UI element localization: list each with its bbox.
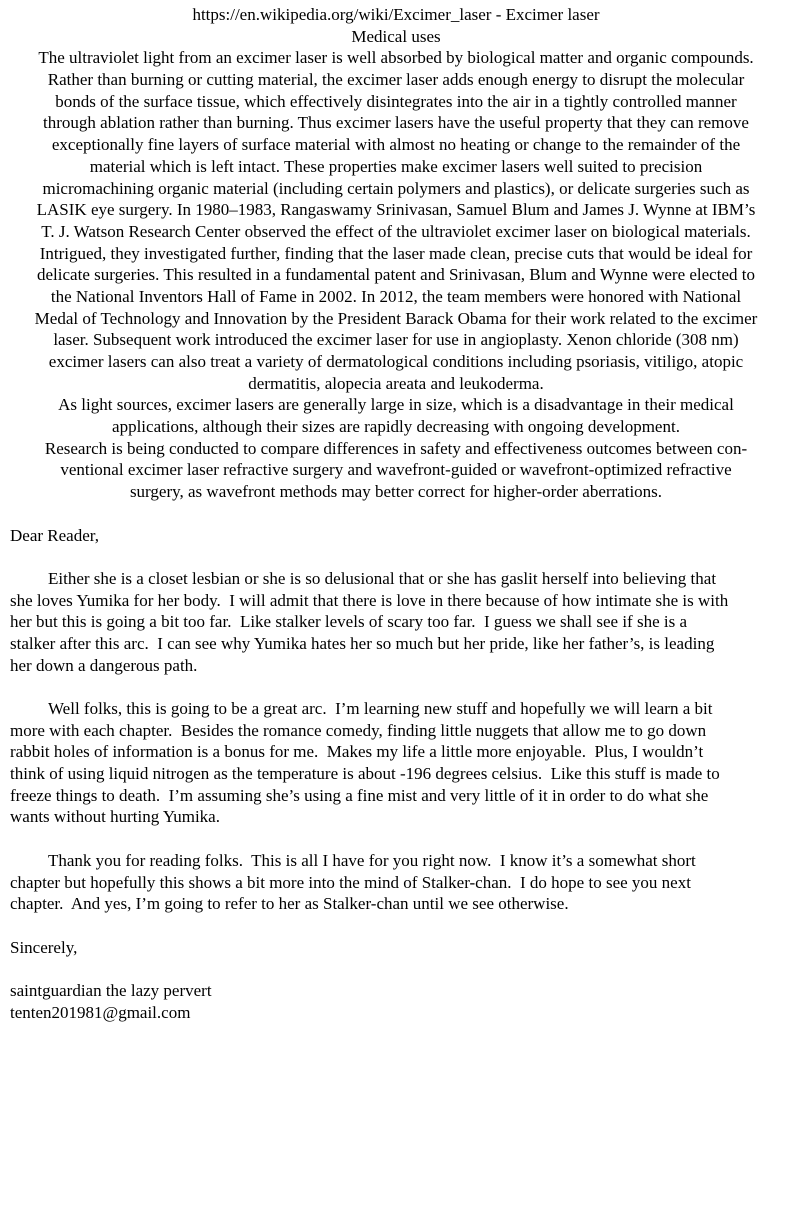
spacer [10, 503, 782, 525]
text-line: she loves Yumika for her body. I will admit that there is love in there because of how intimate she is with [10, 590, 729, 610]
spacer [10, 546, 782, 568]
text-line: tenten201981@gmail.com [10, 1002, 191, 1022]
spacer [10, 828, 782, 850]
text-line: Either she is a closet lesbian or she is so delusional that or she has gaslit herself into believing that [48, 568, 717, 588]
wiki-section-title: Medical uses [351, 26, 441, 46]
text-line: applications, although their sizes are rapidly decreasing with ongoing development. [112, 417, 680, 437]
text-line: her but this is going a bit too far. Like stalker levels of scary too far. I guess we shall see if she is a [10, 612, 688, 632]
text-line: chapter. And yes, I’m going to refer to her as Stalker-chan until we see otherwise. [10, 894, 569, 914]
text-line: surgery, as wavefront methods may better correct for higher-order aberrations. [129, 482, 663, 502]
text-line: delicate surgeries. This resulted in a fundamental patent and Srinivasan, Blum and Wynne were elected to [37, 265, 755, 285]
text-line: material which is left intact. These properties make excimer lasers well suited to precision [89, 156, 703, 176]
text-line: T. J. Watson Research Center observed the effect of the ultraviolet excimer laser on biological materials. [41, 221, 751, 241]
text-line: saintguardian the lazy pervert [10, 980, 212, 1000]
text-line: Research is being conducted to compare differences in safety and effectiveness outcomes between con- [44, 438, 748, 458]
text-line: excimer lasers can also treat a variety of dermatological conditions including psoriasis, vitiligo, atopic [48, 352, 744, 371]
text-line: The ultraviolet light from an excimer laser is well absorbed by biological matter and organic compounds. [38, 48, 754, 68]
text-line: freeze things to death. I’m assuming she’s using a fine mist and very little of it in order to do what she [10, 785, 709, 805]
text-line: bonds of the surface tissue, which effectively disintegrates into the air in a tightly controlled manner [55, 91, 737, 111]
text-line: exceptionally fine layers of surface material with almost no heating or change to the remainder of the [51, 135, 741, 155]
text-line: LASIK eye surgery. In 1980–1983, Rangaswamy Srinivasan, Samuel Blum and James J. Wynne at IBM’s [36, 200, 756, 220]
wiki-excerpt-block [10, 4, 782, 503]
text-line: rabbit holes of information is a bonus for me. Makes my life a little more enjoyable. Plus, I wouldn’t [10, 742, 704, 762]
letter-paragraph-1 [10, 568, 782, 676]
text-line: micromachining organic material (including certain polymers and plastics), or delicate surgeries such as [42, 178, 750, 198]
text-line: more with each chapter. Besides the romance comedy, finding little nuggets that allow me to go down [10, 720, 707, 740]
text-line: laser. Subsequent work introduced the excimer laser for use in angioplasty. Xenon chloride (308 nm) [53, 330, 739, 350]
text-line: Medal of Technology and Innovation by the President Barack Obama for their work related to the excimer [34, 308, 758, 328]
signature-block [10, 980, 782, 1023]
text-line: stalker after this arc. I can see why Yumika hates her so much but her pride, like her father’s, is leading [10, 633, 715, 653]
letter-paragraph-3 [10, 850, 782, 915]
salutation: Dear Reader, [10, 525, 99, 545]
text-line: Intrigued, they investigated further, finding that the laser made clean, precise cuts that would be ideal for [39, 243, 753, 263]
text-line: her down a dangerous path. [10, 655, 198, 675]
text-line: dermatitis, alopecia areata and leukoderma. [248, 373, 544, 393]
spacer [10, 676, 782, 698]
text-line: wants without hurting Yumika. [10, 807, 220, 827]
text-line: As light sources, excimer lasers are generally large in size, which is a disadvantage in their medical [58, 395, 734, 415]
text-line: Thank you for reading folks. This is all I have for you right now. I know it’s a somewhat short [48, 850, 696, 870]
closing: Sincerely, [10, 937, 78, 957]
text-line: chapter but hopefully this shows a bit more into the mind of Stalker-chan. I do hope to see you next [10, 872, 691, 892]
wiki-excerpt-lines [10, 47, 782, 502]
wiki-source-line: https://en.wikipedia.org/wiki/Excimer_laser - Excimer laser [192, 5, 600, 24]
text-line: Well folks, this is going to be a great arc. I’m learning new stuff and hopefully we will learn a bit [48, 699, 713, 718]
spacer [10, 915, 782, 937]
text-line: ventional excimer laser refractive surgery and wavefront-guided or wavefront-optimized refractive [60, 460, 732, 480]
spacer [10, 958, 782, 980]
text-line: Rather than burning or cutting material, the excimer laser adds enough energy to disrupt the molecular [47, 70, 745, 90]
letter-paragraph-2 [10, 698, 782, 828]
text-line: through ablation rather than burning. Thus excimer lasers have the useful property that they can remove [43, 113, 749, 133]
text-line: the National Inventors Hall of Fame in 2002. In 2012, the team members were honored with National [50, 286, 742, 306]
text-line: think of using liquid nitrogen as the temperature is about -196 degrees celsius. Like this stuff is made to [10, 764, 720, 784]
